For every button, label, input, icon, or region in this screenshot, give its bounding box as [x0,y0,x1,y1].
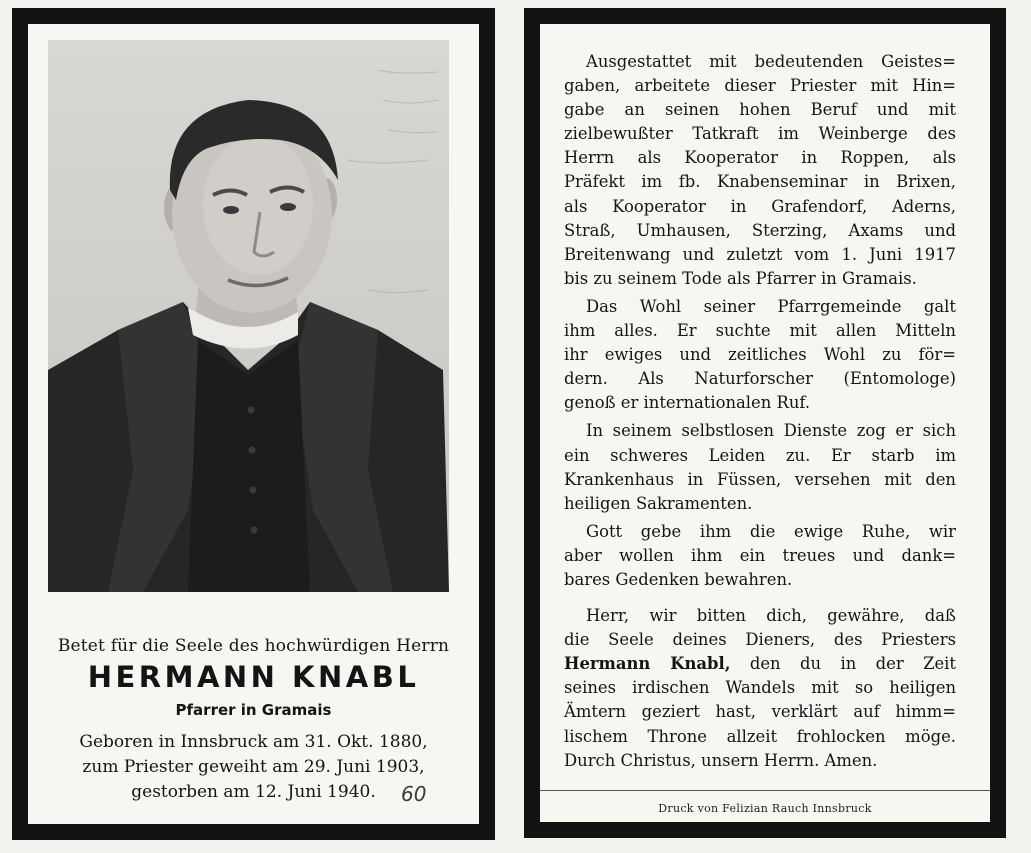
text-line: lischem Throne allzeit frohlocken möge. [564,726,956,746]
text-line: Ämtern geziert hast, verklärt auf himm= [564,702,956,722]
text-line: Das Wohl seiner Pfarrgemeinde galt [586,296,956,316]
obituary-text [564,50,956,777]
text-line: heiligen Sakramenten. [564,493,753,513]
text-line: Straß, Umhausen, Sterzing, Axams und [564,220,956,240]
text-line: aber wollen ihm ein treues und dank= [564,545,956,565]
text-line: ihr ewiges und zeitliches Wohl zu för= [564,345,956,365]
prayer-invocation: Betet für die Seele des hochwürdigen Herrn [57,636,450,656]
text-line: bares Gedenken bewahren. [564,569,793,589]
text-fragment: den du in der Zeit [730,654,956,674]
bold-name: Hermann Knabl, [564,654,731,674]
text-line: zielbewußter Tatkraft im Weinberge des [564,124,956,144]
text-line: Herrn als Kooperator in Roppen, als [564,148,956,168]
portrait-photo [48,40,449,592]
birth-line: Geboren in Innsbruck am 31. Okt. 1880, [79,732,428,752]
paragraph-parish [564,295,956,415]
death-line: gestorben am 12. Juni 1940. [131,782,376,802]
ordination-line: zum Priester geweiht am 29. Juni 1903, [82,757,425,777]
text-line: Breitenwang und zuletzt vom 1. Juni 1917 [564,244,956,264]
paragraph-rest [564,520,956,592]
text-line: Durch Christus, unsern Herrn. Amen. [564,750,878,770]
text-line: Gott gebe ihm die ewige Ruhe, wir [586,521,956,541]
printer-divider [540,790,990,791]
memorial-card-portrait-side [12,8,495,840]
paragraph-career [564,50,956,291]
text-line: gaben, arbeitete dieser Priester mit Hin= [564,76,956,96]
text-line: Ausgestattet mit bedeutenden Geistes= [586,52,956,71]
handwritten-age-note: 60 [401,782,427,806]
text-line: bis zu seinem Tode als Pfarrer in Gramais. [564,268,917,288]
portrait-illustration [48,40,449,592]
text-line: Krankenhaus in Füssen, versehen mit den [564,469,956,489]
deceased-title: Pfarrer in Gramais [175,701,332,719]
text-line: dern. Als Naturforscher (Entomologe) [564,369,956,389]
text-line: die Seele deines Dieners, des Priesters [564,630,956,650]
text-line: als Kooperator in Grafendorf, Aderns, [564,196,956,216]
deceased-name: HERMANN KNABL [87,660,420,694]
text-line: Präfekt im fb. Knabenseminar in Brixen, [564,172,956,192]
text-line: Herr, wir bitten dich, gewähre, daß [586,606,956,626]
text-line: genoß er internationalen Ruf. [564,393,811,413]
text-line: seines irdischen Wandels mit so heiligen [564,678,956,698]
text-line: gabe an seinen hohen Beruf und mit [564,100,956,120]
text-line: ein schweres Leiden zu. Er starb im [564,445,956,465]
printer-credit: Druck von Felizian Rauch Innsbruck [658,802,872,815]
paragraph-prayer [564,604,956,773]
memorial-card-text-side [524,8,1006,838]
text-line: In seinem selbstlosen Dienste zog er sich [586,421,956,441]
text-line-with-name [564,652,956,676]
text-line: ihm alles. Er suchte mit allen Mitteln [564,321,956,341]
paragraph-illness [564,419,956,515]
